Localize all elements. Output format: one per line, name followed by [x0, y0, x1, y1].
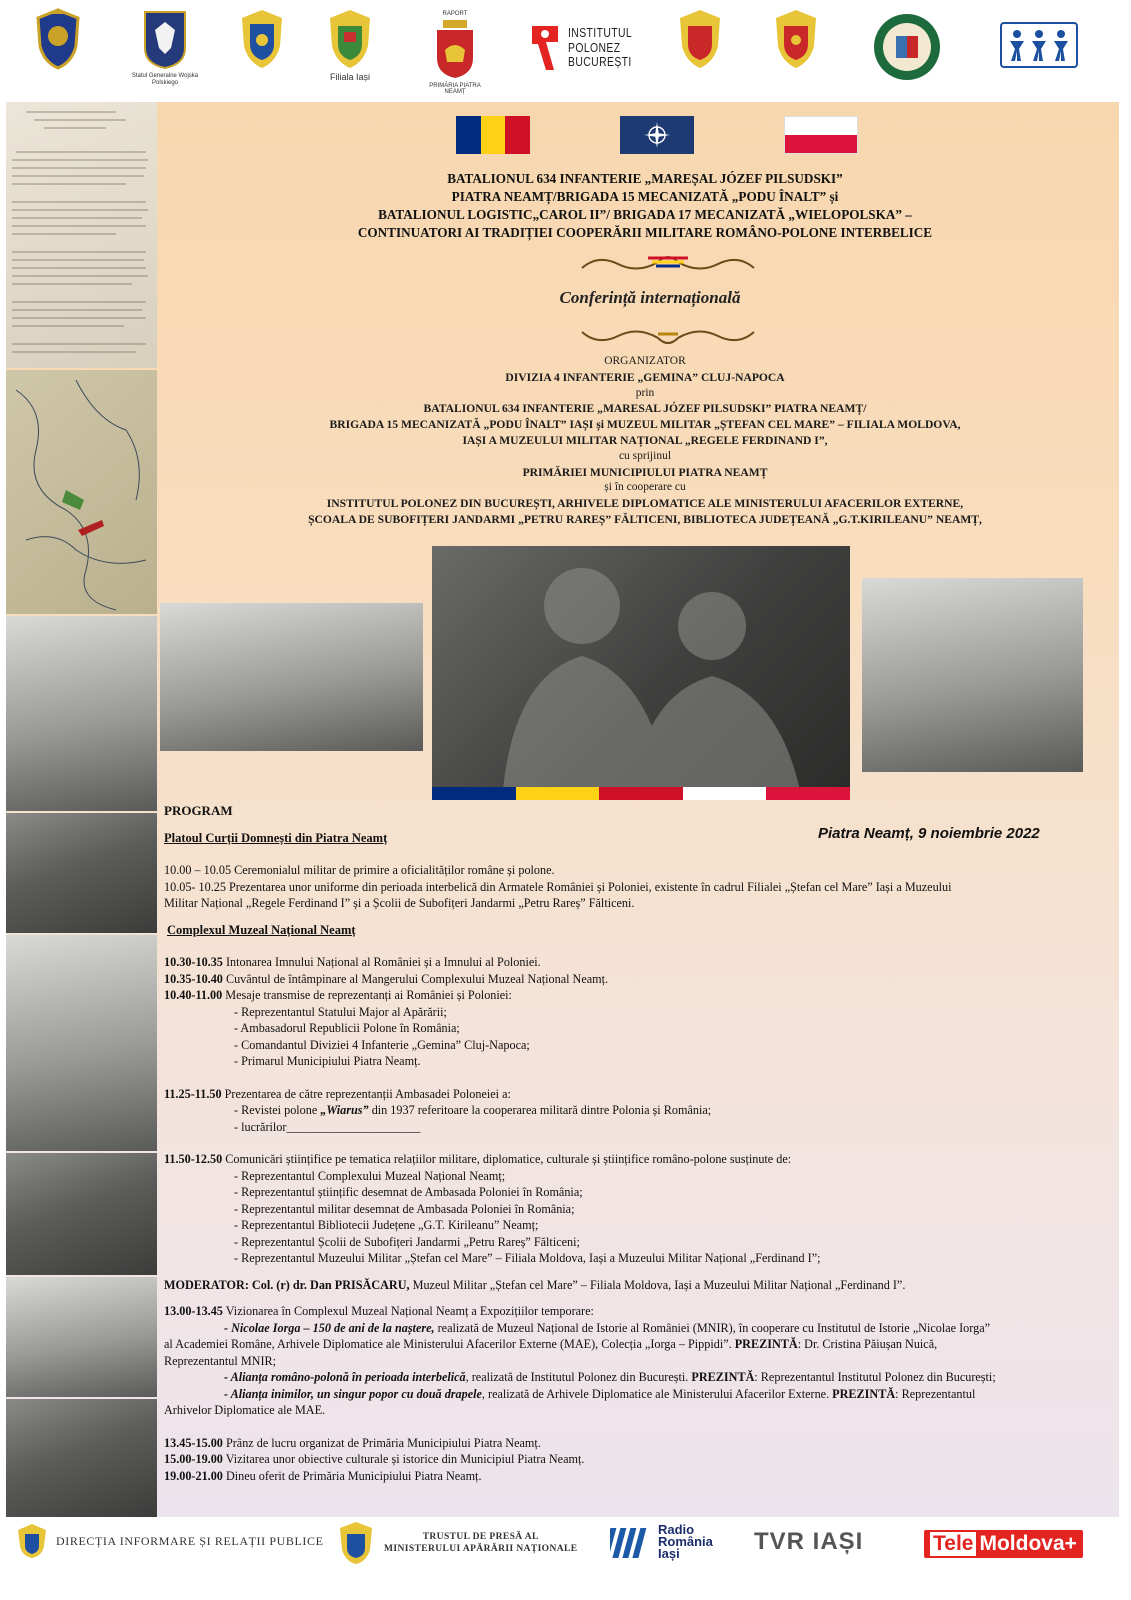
- logo-caption: PRIMĂRIA PIATRA NEAMȚ: [429, 82, 481, 96]
- radio-logo-icon: [610, 1522, 650, 1562]
- nato-compass-icon: [642, 120, 672, 150]
- moderator-line: [164, 1277, 1114, 1294]
- crest-icon: [32, 8, 84, 70]
- exhibit-title: - Alianța inimilor, un singur popor cu două drapele: [224, 1386, 482, 1401]
- historic-photo-6: [6, 1399, 157, 1517]
- handwriting-lines: [6, 102, 157, 368]
- historic-photo-1: [6, 616, 157, 811]
- program-line: Militar Național „Regele Ferdinand I” și a Școlii de Subofițeri Jandarmi „Petru Rareș” Fălticeni.: [164, 896, 635, 910]
- map-lines: [6, 370, 157, 614]
- logo-crest-8: [770, 8, 822, 70]
- institute-mark-icon: [528, 22, 562, 74]
- logo-filiala-iasi: [324, 8, 376, 83]
- list-item: - Reprezentantul militar desemnat de Ambasada Poloniei în România;: [234, 1201, 575, 1216]
- time-slot: 10.30-10.35: [164, 955, 223, 969]
- exhibit-text: , realizată de Institutul Polonez din București.: [465, 1370, 692, 1384]
- list-item: - Comandantul Diviziei 4 Infanterie „Gemina” Cluj-Napoca;: [234, 1037, 530, 1052]
- program-line: [164, 1451, 1114, 1468]
- coop-line: INSTITUTUL POLONEZ DIN BUCUREȘTI, ARHIVELE DIPLOMATICE ALE MINISTERULUI AFACERILOR EXTERNE,: [326, 497, 964, 511]
- main-portrait-photo: [432, 546, 850, 800]
- moderator-label: MODERATOR: [164, 1277, 245, 1292]
- magazine-title: „Wiarus”: [320, 1103, 369, 1117]
- organizer-label: ORGANIZATOR: [604, 355, 686, 367]
- seal-icon: [872, 12, 942, 82]
- tele-text: Tele: [930, 1532, 976, 1556]
- exhibit-title: - Alianța româno-polonă în perioada interbelică: [224, 1370, 466, 1384]
- institut-line: INSTITUTUL: [568, 24, 633, 40]
- organizer-block: [240, 354, 1050, 528]
- logo-polish-general-staff: [130, 8, 200, 86]
- logo-crest-7: [674, 8, 726, 70]
- event-date: Piatra Neamț, 9 noiembrie 2022: [818, 825, 1040, 842]
- slot-text: Prezentarea de către reprezentanții Ambasadei Poloneiei a:: [221, 1086, 511, 1101]
- slot-text: Mesaje transmise de reprezentanți ai României și Poloniei:: [222, 988, 512, 1002]
- flag-color-stripe: [432, 787, 850, 800]
- slot-text: Vizionarea în Complexul Muzeal Național Neamț a Expozițiilor temporare:: [222, 1304, 594, 1318]
- footer-dirp: [16, 1522, 324, 1560]
- radio-line: Radio: [658, 1522, 695, 1537]
- left-photo-column: [6, 102, 157, 1517]
- exhibit-cont: Reprezentantul MNIR;: [164, 1353, 277, 1368]
- tvr-text: TVR IAȘI: [754, 1528, 864, 1555]
- presenter-text: : Dr. Cristina Păiușan Nuică,: [797, 1337, 938, 1351]
- logo-crest-1: [32, 8, 84, 70]
- crest-icon: [674, 8, 726, 70]
- crest-icon: [770, 8, 822, 70]
- section-title: Complexul Muzeal Național Neamț: [167, 922, 356, 937]
- coop-line: ȘCOALA DE SUBOFIȚERI JANDARMI „PETRU RAREȘ” FĂLTICENI, BIBLIOTECA JUDEȚEANĂ „G.T.KIRILEANU” NEAMȚ,: [308, 512, 982, 526]
- presenter-label: PREZINTĂ: [691, 1370, 755, 1384]
- presenter-label: PREZINTĂ: [832, 1386, 896, 1401]
- poland-flag: [784, 116, 858, 154]
- treaty-document-image: [6, 102, 157, 368]
- program-line: [164, 1435, 1114, 1452]
- historic-photo-5: [6, 1277, 157, 1397]
- exhibit-item: [164, 1386, 1114, 1403]
- slot-text: Vizitarea unor obiective culturale și istorice din Municipiul Piatra Neamț.: [222, 1452, 585, 1466]
- support-name: PRIMĂRIEI MUNICIPIULUI PIATRA NEAMȚ: [522, 465, 768, 479]
- time-slot: 13.45-15.00: [164, 1435, 223, 1450]
- headline-line: CONTINUATORI AI TRADIȚIEI COOPERĂRII MILITARE ROMÂNO-POLONE INTERBELICE: [357, 225, 933, 240]
- exhibit-item: [164, 1320, 1114, 1337]
- ornament-divider-top: [578, 248, 758, 278]
- top-logo-row: [0, 0, 1131, 100]
- list-item: - Reprezentantul Muzeului Militar „Ștefan cel Mare” – Filiala Moldova, Iași a Muzeului Militar Național „Ferdinand I”;: [234, 1251, 821, 1265]
- ceremony-photo-right: [862, 578, 1083, 772]
- program-line: [164, 1303, 1114, 1320]
- headline-line: BATALIONUL LOGISTIC„CAROL II”/ BRIGADA 17 MECANIZATĂ „WIELOPOLSKA” –: [378, 207, 912, 222]
- time-slot: 10.35-10.40: [164, 971, 223, 986]
- trust-line: TRUSTUL DE PRESĂ AL: [422, 1532, 539, 1542]
- organizer-via-line: BATALIONUL 634 INFANTERIE „MARESAL JÓZEF PILSUDSKI” PIATRA NEAMȚ/: [423, 402, 867, 416]
- presenter-text: : Reprezentantul Institutul Polonez din București;: [754, 1370, 996, 1384]
- time-slot: 15.00-19.00: [164, 1452, 223, 1466]
- crest-icon: [336, 1520, 376, 1566]
- slot-text: Intonarea Imnului Național al României și a Imnului al Poloniei.: [222, 955, 541, 969]
- slot-text: Cuvântul de întâmpinare al Mangerului Complexului Muzeal Național Neamț.: [222, 971, 609, 986]
- exhibit-title: - Nicolae Iorga – 150 de ani de la naștere,: [224, 1320, 435, 1335]
- presenter-label: PREZINTĂ: [734, 1337, 798, 1351]
- crest-icon: [236, 8, 288, 70]
- support-label: cu sprijinul: [618, 449, 672, 462]
- moderator-name: : Col. (r) dr. Dan PRISĂCARU,: [244, 1277, 410, 1292]
- program-line: [164, 1151, 1114, 1168]
- slot-text: Comunicări științifice pe tematica relațiilor militare, diplomatice, culturale și științifice româno-polone susținute de:: [222, 1152, 792, 1166]
- romania-flag: [456, 116, 530, 154]
- program-line: [164, 987, 1114, 1004]
- list-item: [164, 1102, 1114, 1119]
- exhibit-text: al Academiei Române, Arhivele Diplomatice ale Ministerului Afacerilor Externe (MAE), Colecția „Iorga – Pippidi”.: [164, 1337, 735, 1351]
- radio-line: Iași: [658, 1546, 680, 1561]
- exhibit-text: , realizată de Arhivele Diplomatice ale Ministerului Afacerilor Externe.: [481, 1386, 833, 1401]
- organizer-via-line: BRIGADA 15 MECANIZATĂ „PODU ÎNALT” IAȘI și MUZEUL MILITAR „ȘTEFAN CEL MARE” – FILIALA MOLDOVA,: [329, 418, 961, 432]
- list-item: - Reprezentantul Complexului Muzeal Național Neamț;: [234, 1168, 506, 1183]
- time-slot: 13.00-13.45: [164, 1304, 223, 1318]
- historic-photo-2: [6, 813, 157, 933]
- program-line: 10.00 – 10.05 Ceremonialul militar de primire a oficialităților române și polone.: [164, 863, 555, 877]
- radio-text: [658, 1524, 713, 1560]
- item-text: - Revistei polone: [234, 1103, 321, 1117]
- time-slot: 11.25-11.50: [164, 1086, 222, 1101]
- footer-radio-romania: [610, 1522, 713, 1562]
- footer-trust: [336, 1520, 577, 1566]
- trust-text: [384, 1531, 577, 1555]
- headline-line: BATALIONUL 634 INFANTERIE „MAREȘAL JÓZEF PILSUDSKI”: [447, 171, 843, 186]
- list-item: - Primarul Municipiului Piatra Neamț.: [234, 1054, 421, 1068]
- program-heading: PROGRAM: [164, 803, 233, 818]
- exhibit-cont: [164, 1336, 1114, 1353]
- portrait-silhouettes: [432, 546, 850, 800]
- institut-line: POLONEZ: [568, 39, 621, 55]
- historical-map-image: [6, 370, 157, 614]
- prin-label: prin: [635, 386, 655, 399]
- logo-caption: Statul Generalne Wojska Polskiego: [131, 73, 199, 86]
- program-line: [164, 954, 1114, 971]
- moldova-text: Moldova+: [979, 1532, 1077, 1555]
- trust-line: MINISTERULUI APĂRĂRII NAȚIONALE: [384, 1544, 578, 1554]
- program-line: [164, 971, 1114, 988]
- list-item: - Reprezentantul Statului Major al Apărării;: [234, 1004, 447, 1019]
- time-slot: 10.40-11.00: [164, 988, 223, 1002]
- exhibit-text: realizată de Muzeul Național de Istorie al României (MNIR), în cooperare cu Institutul de Istorie „Nicolae Iorga”: [434, 1320, 991, 1335]
- program-line: [164, 1086, 1114, 1103]
- organizer-name: DIVIZIA 4 INFANTERIE „GEMINA” CLUJ-NAPOCA: [505, 370, 785, 384]
- logo-school-seal: [872, 12, 942, 82]
- item-text: din 1937 referitoare la cooperarea militară dintre Polonia și România;: [368, 1103, 712, 1117]
- people-icon: [1007, 27, 1071, 63]
- logo-caption: Filiala Iași: [329, 72, 370, 82]
- crest-icon: [324, 8, 376, 70]
- tele-moldova-logo: [924, 1530, 1083, 1558]
- slot-text: Prânz de lucru organizat de Primăria Municipiului Piatra Neamț.: [222, 1435, 541, 1450]
- program-line: 10.05- 10.25 Prezentarea unor uniforme din perioada interbelică din Armatele României și Poloniei, existente în cadrul Filialei „Ștefan cel Mare” Iași a Muzeului: [164, 879, 952, 894]
- logo-primaria: [420, 8, 490, 96]
- nato-flag: [620, 116, 694, 154]
- crest-icon: [16, 1522, 48, 1560]
- conference-title: Conferință internațională: [559, 288, 741, 307]
- historic-photo-4: [6, 1153, 157, 1275]
- list-item: - Reprezentantul Bibliotecii Județene „G.T. Kirileanu” Neamț;: [234, 1218, 539, 1232]
- logo-institutul-polonez: [528, 22, 648, 74]
- historic-photo-3: [6, 935, 157, 1151]
- logo-top-text: RAPORT: [442, 11, 468, 17]
- headline: [250, 170, 1040, 242]
- exhibit-item: [164, 1369, 1114, 1386]
- slot-text: Dineu oferit de Primăria Municipiului Piatra Neamț.: [222, 1468, 482, 1483]
- radio-line: România: [658, 1534, 713, 1549]
- eagle-icon: [139, 8, 191, 70]
- footer: [0, 1518, 1131, 1600]
- presenter-text: : Reprezentantul: [895, 1386, 976, 1401]
- flags-row: [456, 116, 858, 154]
- dirp-text: DIRECȚIA INFORMARE ȘI RELAȚII PUBLICE: [56, 1533, 324, 1548]
- ceremony-photo-left: [160, 603, 423, 751]
- logo-children: [1000, 22, 1078, 68]
- time-slot: 19.00-21.00: [164, 1468, 223, 1483]
- city-shield-icon: [429, 18, 481, 80]
- program-line: [164, 1468, 1114, 1485]
- time-slot: 11.50-12.50: [164, 1152, 223, 1166]
- headline-line: PIATRA NEAMȚ/BRIGADA 15 MECANIZATĂ „PODU ÎNALT” și: [451, 189, 839, 204]
- organizer-via-line: IAȘI A MUZEULUI MILITAR NAȚIONAL „REGELE FERDINAND I”,: [462, 433, 828, 447]
- footer-tvr-iasi: [754, 1528, 863, 1556]
- list-item: - Reprezentantul științific desemnat de Ambasada Poloniei în România;: [234, 1185, 583, 1199]
- coop-label: și în cooperare cu: [604, 481, 686, 494]
- list-item: - Ambasadorul Republicii Polone în România;: [234, 1021, 460, 1035]
- moderator-affiliation: Muzeul Militar „Ștefan cel Mare” – Filiala Moldova, Iași a Muzeului Militar Național „Ferdinand I”.: [409, 1277, 906, 1292]
- institut-line: BUCUREȘTI: [568, 54, 632, 70]
- section-title: Platoul Curții Domnești din Piatra Neamț: [164, 830, 388, 845]
- exhibit-cont: Arhivelor Diplomatice ale MAE.: [164, 1403, 326, 1417]
- list-item: - lucrărilor______________________: [234, 1119, 421, 1134]
- ornament-divider-bottom: [578, 320, 758, 350]
- footer-tele-moldova: [924, 1530, 1083, 1558]
- logo-crest-3: [236, 8, 288, 70]
- list-item: - Reprezentantul Școlii de Subofițeri Jandarmi „Petru Rareș” Fălticeni;: [234, 1234, 580, 1249]
- program: [164, 803, 1114, 1484]
